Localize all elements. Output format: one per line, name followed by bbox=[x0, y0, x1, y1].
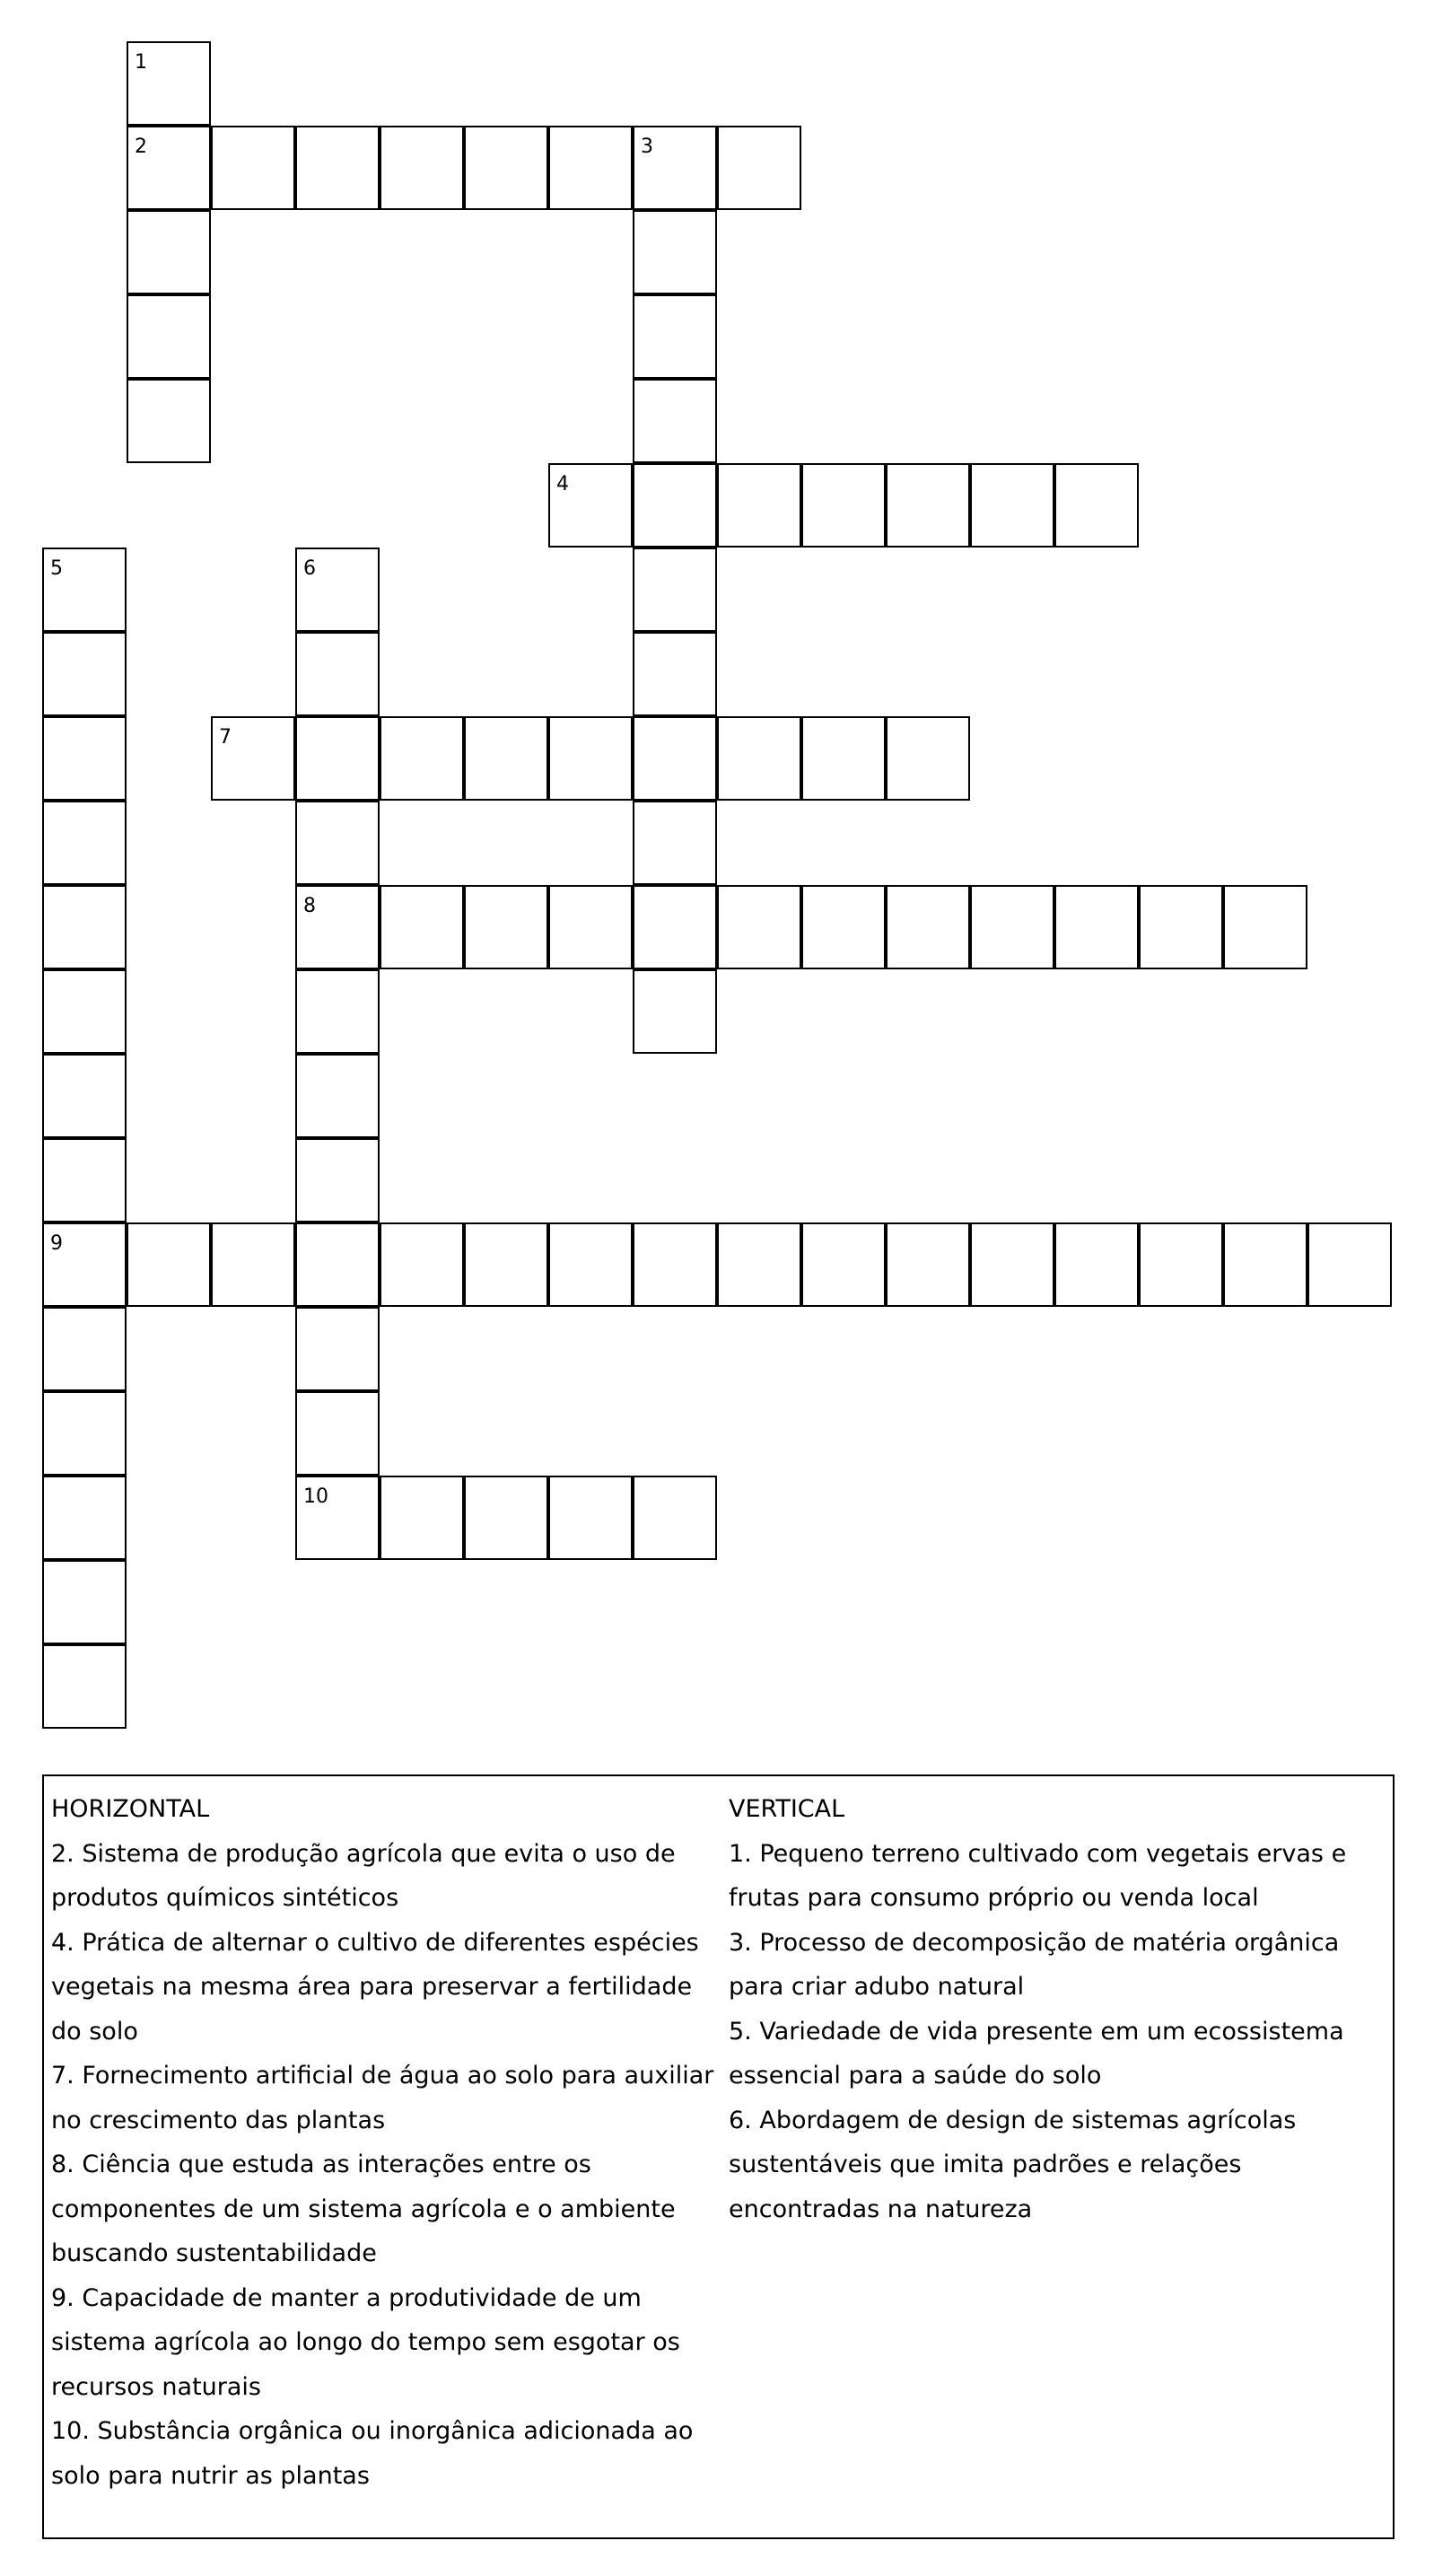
clue-number: 7 bbox=[219, 726, 232, 749]
grid-cell[interactable] bbox=[42, 632, 127, 716]
grid-cell[interactable] bbox=[127, 41, 211, 126]
clue-number: 6 bbox=[303, 557, 316, 580]
clue-across-4: 4. Prática de alternar o cultivo de diferentes espécies vegetais na mesma área para preservar a fertilidade do solo bbox=[51, 1928, 699, 2046]
grid-cell[interactable] bbox=[295, 1222, 380, 1307]
grid-cell[interactable] bbox=[633, 716, 717, 801]
clue-number: 1 bbox=[135, 51, 147, 74]
grid-cell[interactable] bbox=[717, 885, 801, 969]
clue-across-2: 2. Sistema de produção agrícola que evita o uso de produtos químicos sintéticos bbox=[51, 1839, 676, 1912]
grid-cell[interactable] bbox=[1054, 1222, 1139, 1307]
grid-cell[interactable] bbox=[42, 1054, 127, 1138]
grid-cell[interactable] bbox=[548, 463, 633, 548]
clue-number: 4 bbox=[556, 473, 569, 495]
grid-cell[interactable] bbox=[42, 1307, 127, 1391]
grid-cell[interactable] bbox=[633, 969, 717, 1054]
grid-cell[interactable] bbox=[295, 969, 380, 1054]
grid-cell[interactable] bbox=[127, 126, 211, 210]
grid-cell[interactable] bbox=[380, 716, 464, 801]
grid-cell[interactable] bbox=[1139, 885, 1223, 969]
grid-cell[interactable] bbox=[295, 548, 380, 632]
clue-number: 8 bbox=[303, 895, 316, 917]
grid-cell[interactable] bbox=[886, 716, 970, 801]
clues-panel bbox=[42, 1774, 1395, 2539]
grid-cell[interactable] bbox=[633, 210, 717, 294]
grid-cell[interactable] bbox=[801, 716, 886, 801]
grid-cell[interactable] bbox=[295, 1054, 380, 1138]
clues-across-title: HORIZONTAL bbox=[51, 1795, 210, 1823]
grid-cell[interactable] bbox=[295, 1476, 380, 1560]
grid-cell[interactable] bbox=[211, 1222, 295, 1307]
grid-cell[interactable] bbox=[464, 885, 548, 969]
grid-cell[interactable] bbox=[380, 885, 464, 969]
grid-cell[interactable] bbox=[633, 632, 717, 716]
grid-cell[interactable] bbox=[717, 716, 801, 801]
grid-cell[interactable] bbox=[42, 885, 127, 969]
clue-down-3: 3. Processo de decomposição de matéria orgânica para criar adubo natural bbox=[729, 1928, 1340, 2001]
grid-cell[interactable] bbox=[633, 126, 717, 210]
grid-cell[interactable] bbox=[970, 1222, 1054, 1307]
clues-down bbox=[729, 1787, 1393, 2231]
grid-cell[interactable] bbox=[295, 1307, 380, 1391]
grid-cell[interactable] bbox=[42, 1476, 127, 1560]
grid-cell[interactable] bbox=[548, 1222, 633, 1307]
grid-cell[interactable] bbox=[464, 126, 548, 210]
grid-cell[interactable] bbox=[801, 885, 886, 969]
clue-number: 10 bbox=[303, 1485, 328, 1508]
grid-cell[interactable] bbox=[295, 632, 380, 716]
grid-cell[interactable] bbox=[380, 1222, 464, 1307]
grid-cell[interactable] bbox=[295, 716, 380, 801]
grid-cell[interactable] bbox=[717, 126, 801, 210]
clue-across-7: 7. Fornecimento artificial de água ao solo para auxiliar no crescimento das plantas bbox=[51, 2062, 714, 2134]
grid-cell[interactable] bbox=[42, 1560, 127, 1644]
grid-cell[interactable] bbox=[42, 1391, 127, 1476]
clue-number: 9 bbox=[50, 1232, 63, 1255]
grid-cell[interactable] bbox=[42, 1644, 127, 1729]
grid-cell[interactable] bbox=[801, 1222, 886, 1307]
grid-cell[interactable] bbox=[1223, 885, 1307, 969]
grid-cell[interactable] bbox=[886, 1222, 970, 1307]
grid-cell[interactable] bbox=[548, 885, 633, 969]
grid-cell[interactable] bbox=[295, 885, 380, 969]
grid-cell[interactable] bbox=[42, 548, 127, 632]
grid-cell[interactable] bbox=[1139, 1222, 1223, 1307]
grid-cell[interactable] bbox=[717, 1222, 801, 1307]
grid-cell[interactable] bbox=[633, 1476, 717, 1560]
clue-down-6: 6. Abordagem de design de sistemas agrícolas sustentáveis que imita padrões e relações encontradas na natureza bbox=[729, 2106, 1297, 2223]
grid-cell[interactable] bbox=[42, 969, 127, 1054]
grid-cell[interactable] bbox=[464, 1476, 548, 1560]
grid-cell[interactable] bbox=[211, 126, 295, 210]
grid-cell[interactable] bbox=[801, 463, 886, 548]
grid-cell[interactable] bbox=[295, 1391, 380, 1476]
clues-across bbox=[51, 1787, 715, 2498]
grid-cell[interactable] bbox=[464, 1222, 548, 1307]
grid-cell[interactable] bbox=[380, 126, 464, 210]
grid-cell[interactable] bbox=[633, 379, 717, 463]
grid-cell[interactable] bbox=[633, 463, 717, 548]
grid-cell[interactable] bbox=[127, 210, 211, 294]
clues-down-title: VERTICAL bbox=[729, 1795, 845, 1823]
clue-number: 5 bbox=[50, 557, 63, 580]
grid-cell[interactable] bbox=[295, 1138, 380, 1222]
grid-cell[interactable] bbox=[295, 126, 380, 210]
grid-cell[interactable] bbox=[127, 1222, 211, 1307]
grid-cell[interactable] bbox=[633, 294, 717, 379]
clue-down-5: 5. Variedade de vida presente em um ecossistema essencial para a saúde do solo bbox=[729, 2017, 1344, 2090]
grid-cell[interactable] bbox=[548, 716, 633, 801]
grid-cell[interactable] bbox=[886, 885, 970, 969]
grid-cell[interactable] bbox=[633, 1222, 717, 1307]
clue-across-10: 10. Substância orgânica ou inorgânica adicionada ao solo para nutrir as plantas bbox=[51, 2417, 694, 2490]
grid-cell[interactable] bbox=[633, 885, 717, 969]
grid-cell[interactable] bbox=[1307, 1222, 1392, 1307]
grid-cell[interactable] bbox=[633, 801, 717, 885]
grid-cell[interactable] bbox=[1054, 463, 1139, 548]
grid-cell[interactable] bbox=[42, 1138, 127, 1222]
grid-cell[interactable] bbox=[548, 126, 633, 210]
grid-cell[interactable] bbox=[633, 548, 717, 632]
grid-cell[interactable] bbox=[464, 716, 548, 801]
grid-cell[interactable] bbox=[380, 1476, 464, 1560]
clue-number: 3 bbox=[641, 136, 653, 158]
clue-number: 2 bbox=[135, 136, 147, 158]
grid-cell[interactable] bbox=[127, 294, 211, 379]
grid-cell[interactable] bbox=[970, 885, 1054, 969]
grid-cell[interactable] bbox=[42, 716, 127, 801]
grid-cell[interactable] bbox=[1223, 1222, 1307, 1307]
clue-across-9: 9. Capacidade de manter a produtividade de um sistema agrícola ao longo do tempo sem esgotar os recursos naturais bbox=[51, 2283, 680, 2401]
grid-cell[interactable] bbox=[127, 379, 211, 463]
grid-cell[interactable] bbox=[970, 463, 1054, 548]
clue-across-8: 8. Ciência que estuda as interações entre os componentes de um sistema agrícola e o ambiente buscando sustentabilidade bbox=[51, 2151, 676, 2267]
grid-cell[interactable] bbox=[886, 463, 970, 548]
grid-cell[interactable] bbox=[295, 801, 380, 885]
grid-cell[interactable] bbox=[548, 1476, 633, 1560]
grid-cell[interactable] bbox=[211, 716, 295, 801]
grid-cell[interactable] bbox=[42, 1222, 127, 1307]
grid-cell[interactable] bbox=[717, 463, 801, 548]
grid-cell[interactable] bbox=[1054, 885, 1139, 969]
clue-down-1: 1. Pequeno terreno cultivado com vegetais ervas e frutas para consumo próprio ou venda local bbox=[729, 1839, 1347, 1912]
grid-cell[interactable] bbox=[42, 801, 127, 885]
